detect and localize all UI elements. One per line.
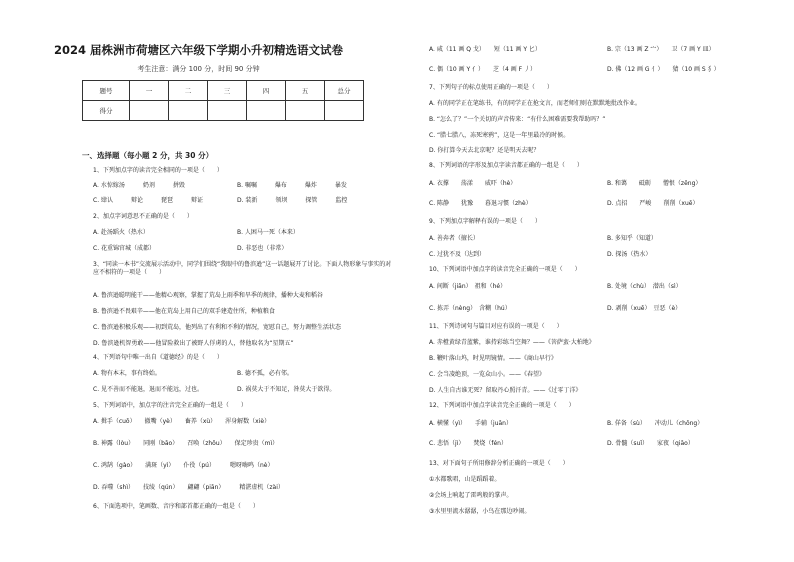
option-11b: B. 鞭叶落山坞，时见明镜情。——《商山早行》 — [429, 355, 557, 362]
score-table — [82, 80, 364, 121]
option-8c: C. 陈静 犹豫 暮退习惯（zhè） — [429, 200, 532, 207]
option-6d: D. 佛（12 画 G 亻） 猜（10 画 S 犭） — [607, 66, 720, 73]
q13-line-2: ②会场上响起了雷鸣般的掌声。 — [429, 492, 513, 499]
option-5c: C. 鸿鹄（gào） 满斑（yì） 仆役（pú） 嗯呀嗨鸣（nè） — [93, 462, 274, 469]
option-7d: D. 你打算今天去北京呢？还是明天去呢？ — [429, 147, 540, 154]
score-header-cell: 二 — [169, 81, 208, 101]
option-7c: C. “腊七腊八，冻死寒鸦”，这是一年里最冷的时候。 — [429, 132, 570, 139]
score-table-row — [83, 101, 364, 121]
question-2: 2、加点字词意思不正确的是（ ） — [93, 213, 193, 220]
option-10d: D. 剥削（xuē） 豆恶（è） — [607, 305, 682, 312]
option-3d: D. 鲁滨逊机智勇敢——他冒险救出了被野人俘虏的人，替他取名为“星期五” — [93, 340, 294, 347]
option-3b: B. 鲁滨逊不畏艰辛——他在荒岛上用自己的双手建造住所，种植粮食 — [93, 308, 275, 315]
question-9: 9、下列加点字解释有误的一项是（ ） — [429, 218, 541, 225]
option-2c: C. 花重锦官城（成都） — [93, 245, 156, 252]
question-5: 5、下列词语中，加点字的注音完全正确的一组是（ ） — [93, 402, 247, 409]
option-1a: A. 水惊嫁汤 奶剂 拼毁 — [93, 182, 185, 189]
option-7a: A. 有的同学正在笔练书，有的同学正在抢文言，而老师们则在默默地批改作业。 — [429, 100, 641, 107]
option-9b: B. 多知乎（知道） — [607, 235, 657, 242]
q13-line-3: ③水里里流水潺潺，小鸟在那边吵闹。 — [429, 508, 531, 515]
option-9a: A. 善奔者（擅长） — [429, 235, 479, 242]
section-title: 一、选择题（每小题 2 分，共 30 分） — [82, 151, 214, 160]
question-3: 3、“同读一本书”交流展示活动中，同学们围绕“我眼中的鲁滨逊”这一话题展开了讨论。下面人物形象与事实的对应不相符的一项是（ ） — [93, 261, 392, 276]
exam-title: 2024 届株洲市荷塘区六年级下学期小升初精选语文试卷 — [53, 43, 343, 57]
question-8: 8、下列词语的字形及加点字读音都正确的一组是（ ） — [429, 162, 583, 169]
right-page — [397, 0, 794, 562]
option-12c: C. 悲悟（jì） 焚烧（fén） — [429, 440, 507, 447]
score-cell[interactable] — [169, 101, 208, 121]
score-cell[interactable] — [247, 101, 286, 121]
option-4a: A. 物有本末，事有终始。 — [93, 370, 161, 377]
option-2d: D. 非恶也（非常） — [237, 245, 288, 252]
exam-notice: 考生注意：满分 100 分，时间 90 分钟 — [137, 65, 260, 73]
option-10a: A. 间断（jiān） 祖和（hé） — [429, 283, 507, 290]
option-9d: D. 探汤（热水） — [607, 251, 652, 258]
option-1b: B. 嘱嘱 爆布 爆炸 暴发 — [237, 182, 347, 189]
option-11a: A. 赤橙黄绿青蓝紫，谁持彩练当空舞？——《菩萨蛮·大柏地》 — [429, 339, 595, 346]
option-11d: D. 人生自古谁无死？留取丹心照汗青。——《过零丁洋》 — [429, 387, 582, 394]
option-9c: C. 过犹不及（达到） — [429, 251, 486, 258]
score-header-cell: 总分 — [325, 81, 364, 101]
score-cell[interactable] — [208, 101, 247, 121]
option-4c: C. 见不善而不能退，退而不能远，过也。 — [93, 386, 204, 393]
score-cell[interactable] — [130, 101, 169, 121]
option-3c: C. 鲁滨逊积极乐观——初到荒岛，他列出了有利和不利的情况，宽慰自己，努力调整生活状态 — [93, 324, 342, 331]
question-7: 7、下列句子的标点使用正确的一项是（ ） — [429, 84, 553, 91]
option-1d: D. 装新 领坝 探管 监控 — [237, 197, 348, 204]
question-4: 4、下列语句中唯一出自《道德经》的是（ ） — [93, 354, 223, 361]
option-7b: B. “怎么了？”一个关切的声音传来：“有什么困难需要我帮助吗？” — [429, 116, 606, 123]
option-12d: D. 骨髓（suǐ） 家夜（qiāo） — [607, 440, 694, 447]
option-12b: B. 佯备（sù） 冲动儿（chōng） — [607, 420, 704, 427]
option-8d: D. 点招 严峻 削削（xuē） — [607, 200, 699, 207]
option-2b: B. 人困马一死（本来） — [237, 229, 299, 236]
option-6a: A. 咸（11 画 Q 戈） 短（11 画 Y 匕） — [429, 46, 541, 53]
score-table-header-row — [83, 81, 364, 101]
score-header-cell: 三 — [208, 81, 247, 101]
question-10: 10、下列词语中加点字的读音完全正确的一项是（ ） — [429, 266, 581, 273]
option-3a: A. 鲁滨逊聪明能干——他精心观察，掌握了荒岛上雨季和旱季的规律，播种大麦和稻谷 — [93, 292, 323, 299]
score-header-cell: 题号 — [83, 81, 130, 101]
option-5b: B. 神露（lòu） 同刚（bāo） 召唤（zhōu） 保定珍贵（mì） — [93, 440, 279, 447]
score-row-label: 得分 — [83, 101, 130, 121]
option-12a: A. 横懂（yì） 手辅（juān） — [429, 420, 512, 427]
score-cell[interactable] — [286, 101, 325, 121]
option-11c: C. 会当凌绝顶，一览众山小。——《春望》 — [429, 371, 546, 378]
question-6: 6、下面选项中，笔画数、音序和部首都正确的一组是（ ） — [93, 503, 259, 510]
option-8b: B. 和蔼 砥砺 憎恨（zēng） — [607, 180, 702, 187]
option-6b: B. 宗（13 画 Z 宀） 卫（7 画 Y 皿） — [607, 46, 715, 53]
option-6c: C. 偶（10 画 Y 亻） 芝（4 画 F 丿） — [429, 66, 537, 73]
option-2a: A. 赴汤蹈火（热水） — [93, 229, 149, 236]
question-13: 13、对下面句子所用修辞分析正确的一项是（ ） — [429, 460, 569, 467]
q13-line-1: ①水都歌唱，山是蹈蹈着。 — [429, 476, 501, 483]
question-11: 11、下列诗词句与篇目对应有误的一项是（ ） — [429, 323, 563, 330]
question-12: 12、下列词语中加点字读音完全正确的一项是（ ） — [429, 402, 575, 409]
option-8a: A. 衣撑 荡漾 威吓（hè） — [429, 180, 517, 187]
option-5a: A. 揖手（cuō） 撤嘴（yè） 畜养（xù） 浑身解数（xiè） — [93, 418, 271, 425]
option-10b: B. 处境（chù） 潜出（sì） — [607, 283, 682, 290]
option-4d: D. 祸莫大于不知足，咎莫大于欲得。 — [237, 386, 336, 393]
score-header-cell: 一 — [130, 81, 169, 101]
score-header-cell: 四 — [247, 81, 286, 101]
option-1c: C. 肆认 辩论 琵琶 辩证 — [93, 197, 204, 204]
score-header-cell: 五 — [286, 81, 325, 101]
question-1: 1、下列加点字的读音完全相同的一项是（ ） — [93, 167, 223, 174]
score-cell[interactable] — [325, 101, 364, 121]
option-10c: C. 拣弄（nèng） 含糊（hú） — [429, 305, 511, 312]
option-5d: D. 吞噬（shì） 技绫（qún） 翩翩（piān） 精湛虚机（zài） — [93, 484, 284, 491]
option-4b: B. 德不孤，必有邻。 — [237, 370, 293, 377]
